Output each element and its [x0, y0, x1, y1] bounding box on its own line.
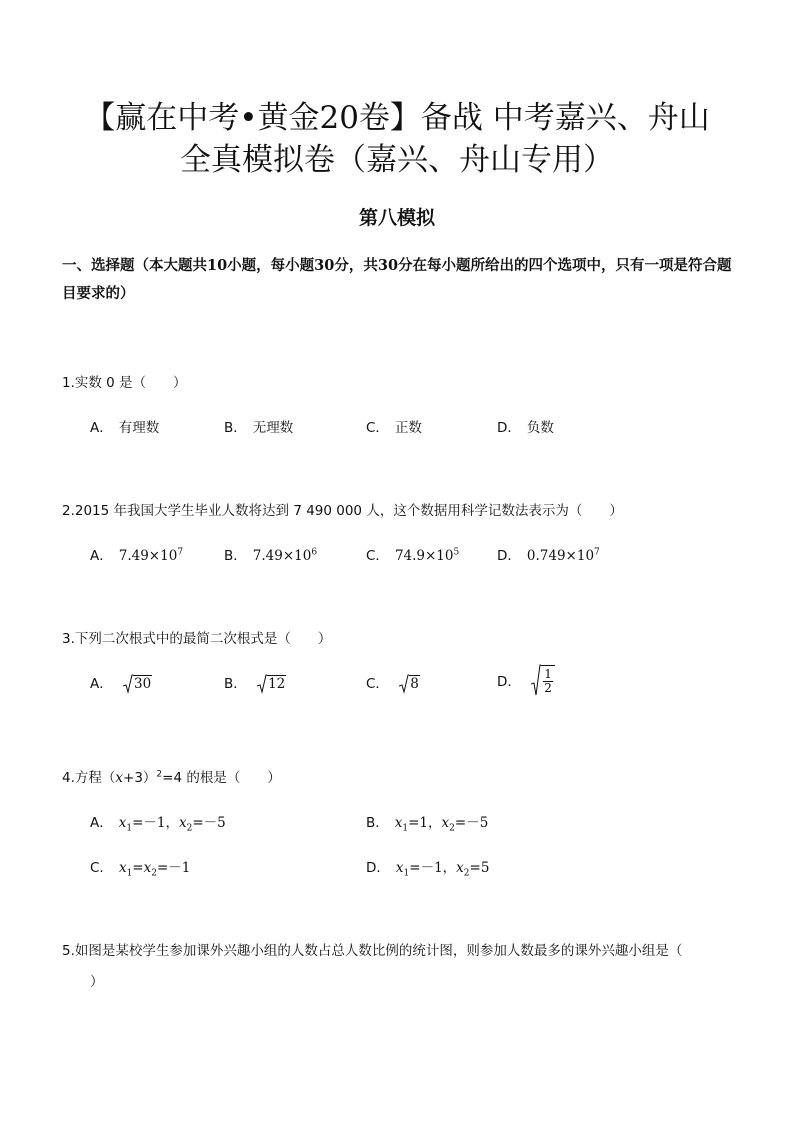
q4-option-b[interactable]: B． $x_1=1$，$x_2=-5$ — [366, 815, 489, 834]
sqrt-sign — [531, 664, 541, 696]
q1-option-d[interactable]: D． 负数 — [497, 420, 554, 436]
section-heading: 一、选择题（本大题共10小题，每小题30分，共30分在每小题所给出的四个选项中，只有一项是符合题目要求的） — [62, 257, 732, 302]
q4-option-c[interactable]: C． $x_1=x_2=-1$ — [90, 860, 191, 879]
title-line-2: 全真模拟卷（嘉兴、舟山专用） — [180, 142, 614, 178]
q2-option-b[interactable]: B． $7.49\times 10^6$ — [224, 547, 318, 564]
q4-option-d[interactable]: D． $x_1=-1$，$x_2=5$ — [366, 860, 490, 879]
sqrt-sign — [123, 674, 133, 694]
sqrt-sign — [399, 674, 409, 694]
subtitle: 第八模拟 — [358, 207, 435, 229]
q2-option-d[interactable]: D． $0.749\times 10^7$ — [497, 547, 600, 564]
question-5-stem-line-1: 5.如图是某校学生参加课外兴趣小组的人数占总人数比例的统计图，则参加人数最多的课外兴趣小组是（ — [62, 943, 683, 959]
q3-option-b[interactable]: B． 12 — [224, 676, 286, 692]
fraction: $\frac{1}{2}$ — [541, 665, 555, 695]
question-1-stem: 1.实数 0 是（ ） — [62, 375, 187, 391]
q2-option-c[interactable]: C． $74.9\times 10^5$ — [366, 547, 460, 564]
title-line-1: 【赢在中考•黄金20卷】备战 中考嘉兴、舟山 — [84, 100, 710, 136]
q1-option-a[interactable]: A． 有理数 — [90, 420, 160, 436]
q1-option-c[interactable]: C． 正数 — [366, 420, 422, 436]
q3-option-a[interactable]: A． 30 — [90, 676, 152, 692]
q2-option-a[interactable]: A． $7.49\times 10^7$ — [90, 547, 184, 564]
q1-option-b[interactable]: B． 无理数 — [224, 420, 294, 436]
question-3-stem: 3.下列二次根式中的最简二次根式是（ ） — [62, 631, 332, 647]
question-4-stem: 4.方程$(x+3)^2=4$ 的根是（ ） — [62, 769, 281, 786]
q3-option-c[interactable]: C． 8 — [366, 676, 419, 692]
question-5-stem-line-2: ） — [90, 974, 104, 990]
q4-option-a[interactable]: A． $x_1=-1$，$x_2=-5$ — [90, 815, 226, 834]
sqrt-sign — [257, 674, 267, 694]
q3-option-d[interactable]: D． $\frac{1}{2}$ — [497, 664, 555, 696]
question-2-stem: 2.2015 年我国大学生毕业人数将达到 7 490 000 人，这个数据用科学记数法表示为（ ） — [62, 503, 623, 519]
